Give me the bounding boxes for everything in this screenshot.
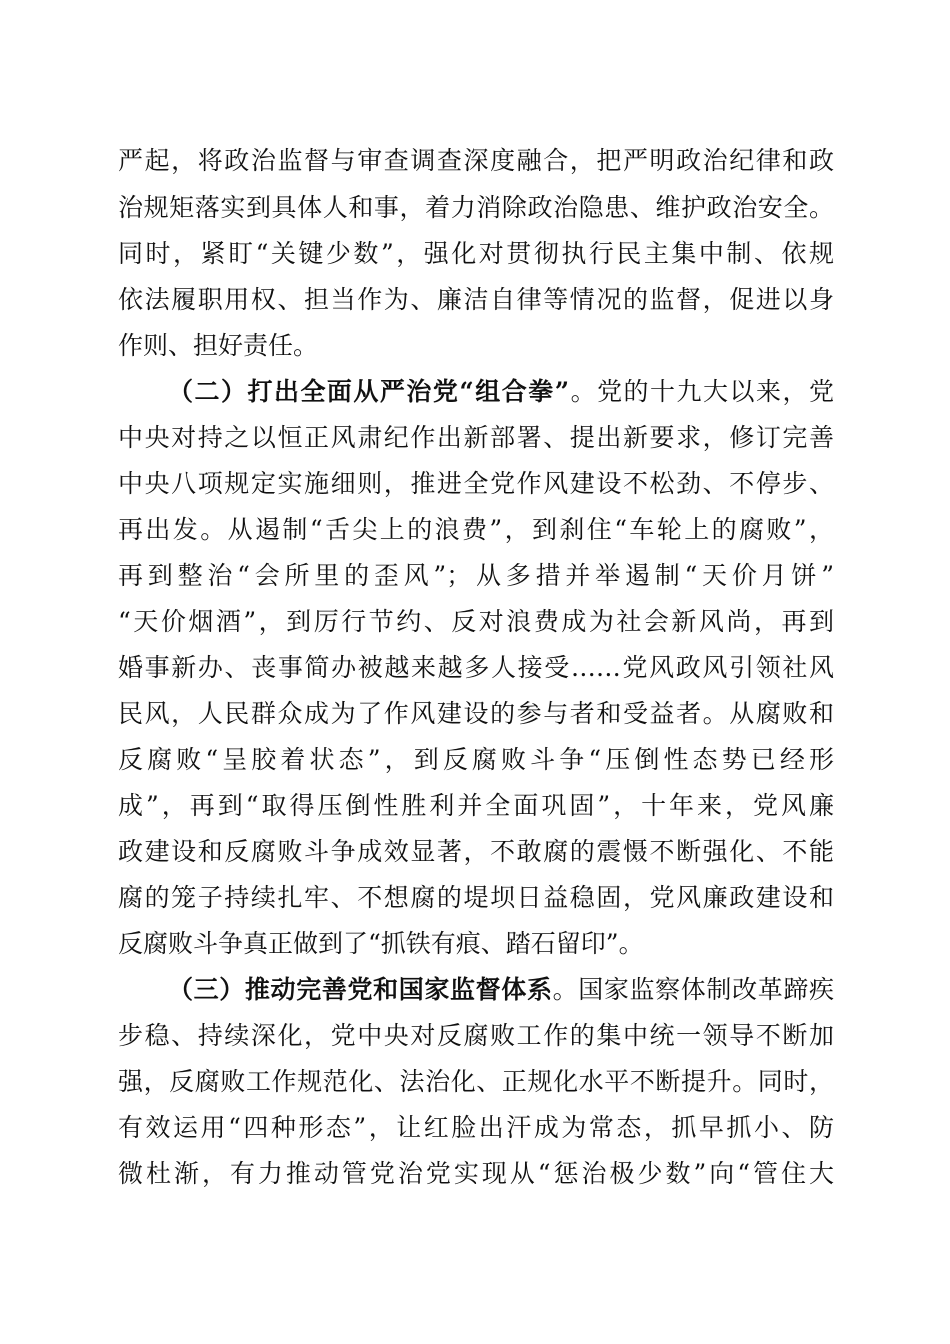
body-text-line: 强，反腐败工作规范化、法治化、正规化水平不断提升。同时， (118, 1067, 834, 1096)
body-text-line: 依法履职用权、担当作为、廉洁自律等情况的监督，促进以身 (118, 285, 834, 314)
body-text-line: 反腐败斗争真正做到了“抓铁有痕、踏石留印”。 (118, 929, 644, 958)
section-heading: （三）推动完善党和国家监督体系 (168, 975, 553, 1004)
body-text-line: 中央八项规定实施细则，推进全党作风建设不松劲、不停步、 (118, 469, 834, 498)
body-text-line: 民风，人民群众成为了作风建设的参与者和受益者。从腐败和 (118, 699, 834, 728)
body-text-line: 微杜渐，有力推动管党治党实现从“惩治极少数”向“管住大 (118, 1159, 834, 1188)
section-3-first-line (168, 969, 834, 1011)
body-text-line: 再出发。从遏制“舌尖上的浪费”，到刹住“车轮上的腐败”， (118, 515, 834, 544)
body-text-line: 反腐败“呈胶着状态”，到反腐败斗争“压倒性态势已经形 (118, 745, 834, 774)
section-3-text: 。国家监察体制改革蹄疾 (552, 975, 834, 1004)
section-2-text: 。党的十九大以来，党 (569, 377, 834, 406)
body-text-line: 腐的笼子持续扎牢、不想腐的堤坝日益稳固，党风廉政建设和 (118, 883, 834, 912)
section-heading: （二）打出全面从严治党“组合拳” (168, 377, 570, 406)
body-text-line: “天价烟酒”，到厉行节约、反对浪费成为社会新风尚，再到 (118, 607, 834, 636)
body-text-line: 成”，再到“取得压倒性胜利并全面巩固”，十年来，党风廉 (118, 791, 834, 820)
body-text-line: 作则、担好责任。 (118, 331, 319, 360)
body-text-line: 中央对持之以恒正风肃纪作出新部署、提出新要求，修订完善 (118, 423, 834, 452)
body-text-line: 婚事新办、丧事简办被越来越多人接受……党风政风引领社风 (118, 653, 834, 682)
body-text-line: 政建设和反腐败斗争成效显著，不敢腐的震慑不断强化、不能 (118, 837, 834, 866)
body-text-line: 同时，紧盯“关键少数”，强化对贯彻执行民主集中制、依规 (118, 239, 834, 268)
body-text-line: 有效运用“四种形态”，让红脸出汗成为常态，抓早抓小、防 (118, 1113, 834, 1142)
section-2-first-line (168, 371, 834, 413)
body-text-line: 严起，将政治监督与审查调查深度融合，把严明政治纪律和政 (118, 146, 834, 175)
body-text-line: 再到整治“会所里的歪风”；从多措并举遏制“天价月饼” (118, 561, 834, 590)
body-text-line: 步稳、持续深化，党中央对反腐败工作的集中统一领导不断加 (118, 1021, 834, 1050)
body-text-line: 治规矩落实到具体人和事，着力消除政治隐患、维护政治安全。 (118, 193, 834, 222)
